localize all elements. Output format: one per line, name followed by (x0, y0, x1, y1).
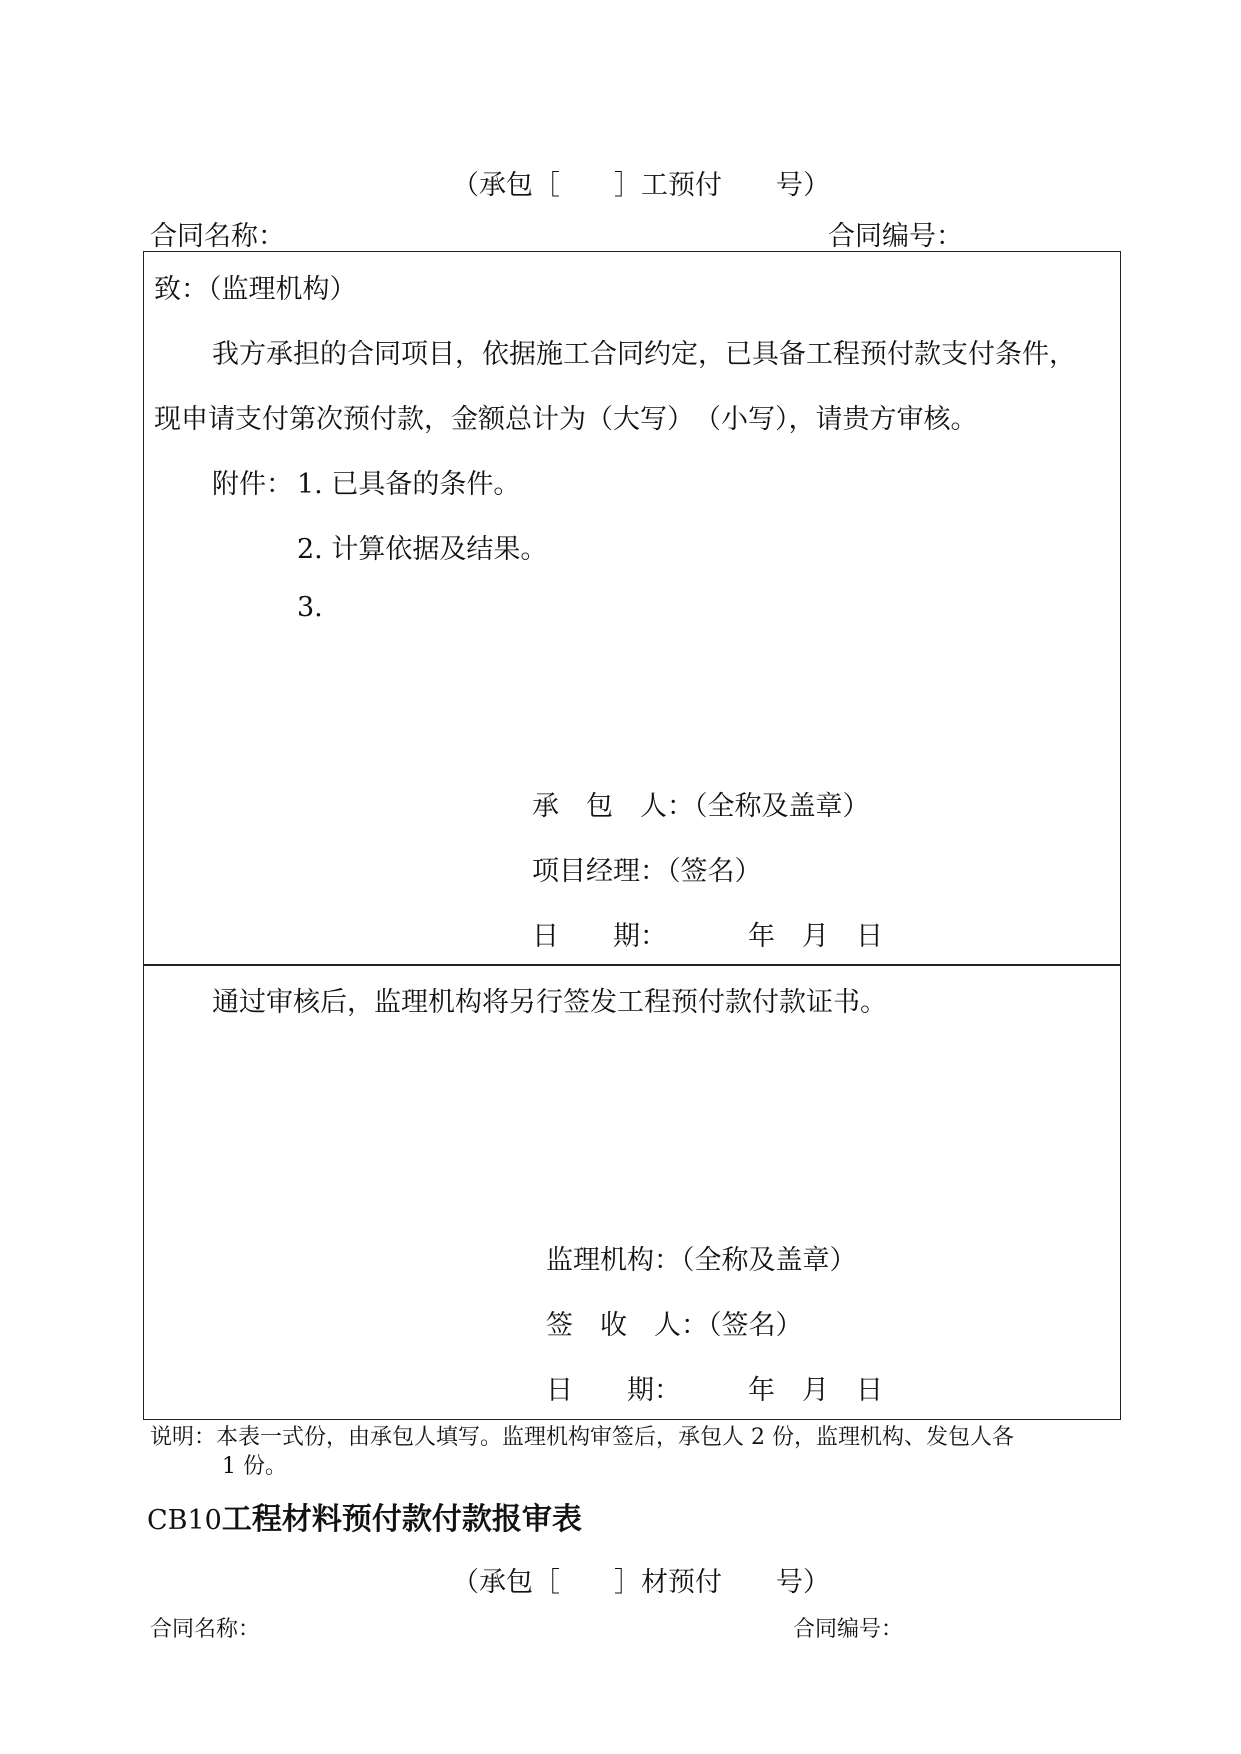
to-line: 致：（监理机构） (154, 274, 357, 305)
contractor-line: 承 包 人：（全称及盖章） (532, 791, 870, 822)
attachment-item-2: 2. 计算依据及结果。 (297, 534, 548, 565)
form1-header-number: （承包［ ］工预付 号） (452, 170, 830, 201)
date2-label: 日 期： (546, 1375, 681, 1406)
form2-contract-no-label: 合同编号： (793, 1617, 904, 1642)
form1-contract-no-label: 合同编号： (828, 221, 963, 252)
note-line-2: 1 份。 (222, 1454, 287, 1479)
date-ymd: 年 月 日 (748, 921, 883, 952)
project-manager-line: 项目经理：（签名） (532, 856, 762, 887)
date-label: 日 期： (532, 921, 667, 952)
form2-title (147, 1494, 582, 1538)
attachment-item-1: 1. 已具备的条件。 (297, 469, 521, 500)
attachment-item-3: 3. (297, 592, 323, 623)
form2-title-text: 工程材料预付款付款报审表 (221, 1502, 582, 1537)
date2-ymd: 年 月 日 (748, 1375, 883, 1406)
form2-code: CB10 (147, 1505, 222, 1536)
form2-contract-name-label: 合同名称： (150, 1617, 261, 1642)
receiver-line: 签 收 人：（签名） (546, 1310, 803, 1341)
review-text: 通过审核后，监理机构将另行签发工程预付款付款证书。 (212, 987, 887, 1018)
note-line-1: 说明：本表一式份，由承包人填写。监理机构审签后，承包人 2 份，监理机构、发包人各 (150, 1425, 1014, 1450)
supervisor-line: 监理机构：（全称及盖章） (546, 1245, 857, 1276)
attachment-label: 附件： (212, 469, 293, 500)
review-section (143, 964, 1121, 1420)
body-line-2: 现申请支付第次预付款，金额总计为（大写） （小写），请贵方审核。 (154, 404, 978, 435)
form2-header-number: （承包［ ］材预付 号） (452, 1567, 830, 1598)
form1-contract-name-label: 合同名称： (150, 221, 285, 252)
body-line-1: 我方承担的合同项目，依据施工合同约定，已具备工程预付款支付条件， (212, 339, 1076, 370)
